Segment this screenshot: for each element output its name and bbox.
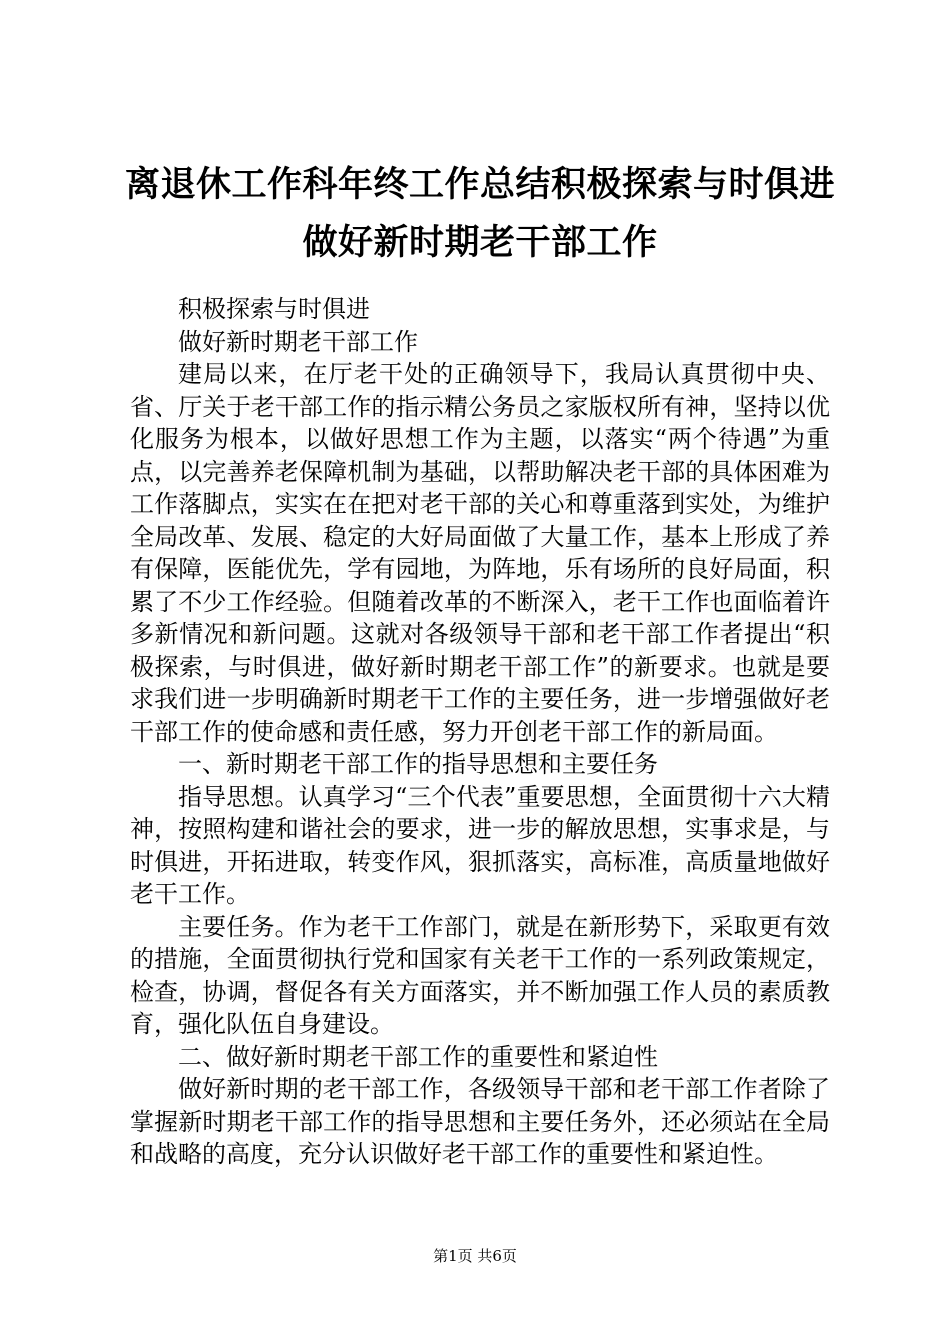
page-number-footer: 第1页 共6页: [433, 1247, 517, 1265]
intro-paragraph: 建局以来，在厅老干处的正确领导下，我局认真贯彻中央、省、厅关于老干部工作的指示精公务员之家版权所有神，坚持以优化服务为根本，以做好思想工作为主题，以落实“两个待遇”为重点，以完善养老保障机制为基础，以帮助解决老干部的具体困难为工作落脚点，实实在在把对老干部的关心和尊重落到实处，为维护全局改革、发展、稳定的大好局面做了大量工作，基本上形成了养有保障，医能优先，学有园地，为阵地，乐有场所的良好局面，积累了不少工作经验。但随着改革的不断深入，老干工作也面临着许多新情况和新问题。这就对各级领导干部和老干部工作者提出“积极探索，与时俱进，做好新时期老干部工作”的新要求。也就是要求我们进一步明确新时期老干工作的主要任务，进一步增强做好老干部工作的使命感和责任感，努力开创老干部工作的新局面。: [130, 360, 830, 746]
subtitle-paragraph-2: 做好新时期老干部工作: [178, 327, 418, 356]
importance-paragraph: 做好新时期的老干部工作，各级领导干部和老干部工作者除了掌握新时期老干部工作的指导思想和主要任务外，还必须站在全局和战略的高度，充分认识做好老干部工作的重要性和紧迫性。: [130, 1075, 830, 1168]
document-title-line-1: 离退休工作科年终工作总结积极探索与时俱进: [124, 165, 835, 205]
guiding-ideology-paragraph: 指导思想。认真学习“三个代表”重要思想，全面贯彻十六大精神，按照构建和谐社会的要求，进一步的解放思想，实事求是，与时俱进，开拓进取，转变作风，狠抓落实，高标准，高质量地做好老干工作。: [130, 782, 830, 908]
document-body: [130, 293, 830, 1171]
section-heading-1: 一、新时期老干部工作的指导思想和主要任务: [178, 750, 658, 778]
subtitle-paragraph-1: 积极探索与时俱进: [178, 295, 370, 323]
main-tasks-paragraph: 主要任务。作为老干工作部门，就是在新形势下，采取更有效的措施，全面贯彻执行党和国家有关老干工作的一系列政策规定，检查，协调，督促各有关方面落实，并不断加强工作人员的素质教育，强化队伍自身建设。: [130, 912, 830, 1038]
document-title-line-2: 做好新时期老干部工作: [302, 223, 658, 263]
section-heading-2: 二、做好新时期老干部工作的重要性和紧迫性: [178, 1042, 658, 1071]
